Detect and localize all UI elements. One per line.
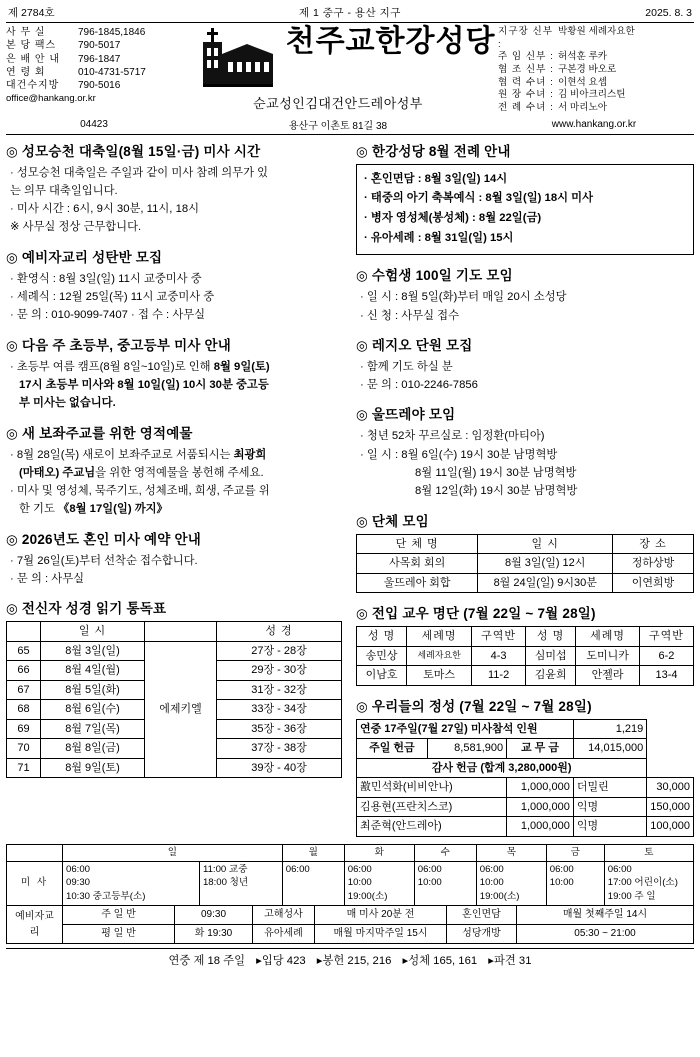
- list-item: · 신 청 : 사무실 접수: [360, 309, 459, 322]
- street-address: 용산구 이촌토 81길 38: [288, 120, 388, 132]
- table-row: [7, 906, 694, 925]
- list-item: [10, 446, 342, 464]
- row-verses: 39장 - 40장: [217, 758, 342, 778]
- row-verses: 31장 - 32장: [217, 680, 342, 700]
- table-header-cell: 월: [282, 844, 344, 861]
- row-number: 69: [7, 719, 41, 739]
- clergy-role: 전 례 수녀 :: [498, 101, 554, 113]
- clergy-block: [498, 26, 694, 115]
- issue-number: 제 2784호: [8, 7, 55, 19]
- catechism-list: [10, 270, 342, 325]
- donor-name-2: 익명: [573, 817, 646, 837]
- time-entry: 19:00(소): [347, 891, 388, 903]
- list-item: · 세례식 : 12월 25일(목) 11시 교중미사 중: [10, 291, 215, 304]
- table-row: [357, 719, 694, 739]
- section-title-wedding-booking: ◎ 2026년도 혼인 미사 예약 안내: [6, 531, 201, 547]
- contact-row: [6, 79, 178, 92]
- mass-schedule-table: [6, 844, 694, 907]
- table-header-cell: 장 소: [613, 534, 694, 554]
- cell: 매 미사 20분 전: [315, 906, 447, 925]
- list-item: · 혼인면담 : 8월 3일(일) 14시: [364, 172, 508, 185]
- table-header-cell: [7, 844, 63, 861]
- wednesday-times: [414, 861, 476, 906]
- row-verses: 37장 - 38장: [217, 739, 342, 759]
- table-header-cell: 성 경: [217, 622, 342, 642]
- cell: 토마스: [407, 666, 472, 686]
- cell: 세례자요한: [407, 646, 472, 666]
- body-columns: [6, 140, 694, 837]
- section-title-youth-mass: ◎ 다음 주 초등부, 중고등부 미사 안내: [6, 337, 232, 353]
- sunday-times: [63, 861, 200, 906]
- contact-row: [6, 26, 178, 39]
- row-date: 8월 7일(목): [41, 719, 145, 739]
- clergy-row: [498, 64, 694, 77]
- row-date: 8월 5일(화): [41, 680, 145, 700]
- catechism-schedule-table: [6, 905, 694, 944]
- group-name: 사목회 회의: [357, 554, 478, 574]
- row-date: 8월 9일(토): [41, 758, 145, 778]
- donor-amount: 1,000,000: [507, 778, 574, 798]
- liturgy-notice-box: [356, 164, 694, 256]
- table-header-cell: 토: [604, 844, 693, 861]
- donor-name: 최준혁(안드레아): [357, 817, 507, 837]
- time-entry: 10:30 중고등부(소): [66, 891, 146, 903]
- text-emphasis: 8월 9일(토): [213, 360, 270, 373]
- row-number: 66: [7, 661, 41, 681]
- contact-value: 790-5017: [78, 40, 121, 52]
- section-title-ultreya: ◎ 울뜨레야 모임: [356, 407, 456, 423]
- text-segment: 을 위한 영적예물을 봉헌해 주세요.: [95, 466, 264, 479]
- text-segment: · 8월 28일(목) 새로이 보좌주교로 서품되시는: [10, 448, 234, 461]
- contact-row: [6, 66, 178, 79]
- cell: 13-4: [639, 666, 693, 686]
- time-entry: 06:00: [549, 863, 574, 875]
- bible-reading-table: [6, 621, 342, 778]
- list-item: ※ 사무실 정상 근무합니다.: [10, 221, 142, 234]
- table-row: [7, 861, 694, 906]
- table-header-cell: 성 명: [357, 627, 407, 647]
- row-number: 70: [7, 739, 41, 759]
- clergy-name: 이현석 요셉: [558, 76, 608, 88]
- church-subtitle: 순교성인김대건안드레아성부: [253, 96, 423, 111]
- contact-value: 796-1847: [78, 53, 121, 65]
- time-entry: 18:00 청년: [202, 877, 249, 889]
- clergy-name: 서 마리노아: [558, 101, 608, 113]
- time-entry: 11:00 교중: [202, 863, 248, 875]
- text-emphasis: (마태오) 주교님: [19, 466, 96, 479]
- section-title-bishop-offering: ◎ 새 보좌주교를 위한 영적예물: [6, 425, 193, 441]
- list-item: · 함께 기도 하실 분: [360, 360, 453, 373]
- time-entry: 17:00 어린이(소): [607, 877, 678, 889]
- table-header-row: [7, 844, 694, 861]
- bishop-offering-list: [10, 446, 342, 519]
- table-header-cell: 일: [63, 844, 283, 861]
- contact-label: 사 무 실: [6, 27, 46, 38]
- thursday-times: [476, 861, 546, 906]
- contact-block: [6, 26, 178, 106]
- group-place: 이연희방: [613, 573, 694, 593]
- footer-entrance-hymn: ▸입당 423: [256, 955, 306, 968]
- attendance-label: 연중 17주일(7월 27일) 미사참석 인원: [357, 719, 574, 739]
- cell: 성당개방: [447, 925, 517, 944]
- address-bar: [6, 116, 694, 135]
- tuesday-times: [344, 861, 414, 906]
- list-item: · 일 시 : 8월 6일(수) 19시 30분 남명혁방: [360, 448, 558, 461]
- dues-label: 교 무 금: [507, 739, 574, 759]
- list-item: · 성모승천 대축일은 주일과 같이 미사 참례 의무가 있: [10, 166, 269, 179]
- row-number: 71: [7, 758, 41, 778]
- table-header-row: [7, 622, 342, 642]
- attendance-value: 1,219: [573, 719, 646, 739]
- table-header-cell: 금: [546, 844, 604, 861]
- table-row: [357, 646, 694, 666]
- clergy-name: 김 비아크리스틴: [558, 89, 626, 101]
- group-datetime: 8월 24일(일) 9시30분: [478, 573, 613, 593]
- sunday-offering-value: 8,581,900: [427, 739, 506, 759]
- cell: 4-3: [472, 646, 526, 666]
- footer-communion-hymn: ▸성체 165, 161: [402, 955, 478, 968]
- time-entry: 10:00: [347, 877, 372, 889]
- row-date: 8월 6일(수): [41, 700, 145, 720]
- text-segment: 8월 11일(월) 19시 30분 남명혁방: [415, 467, 577, 479]
- table-header-cell: 구역반: [639, 627, 693, 647]
- table-header-cell: 수: [414, 844, 476, 861]
- table-header-cell: 세례명: [407, 627, 472, 647]
- footer-hymns: [6, 948, 694, 968]
- table-header-cell: 구역반: [472, 627, 526, 647]
- row-number: 68: [7, 700, 41, 720]
- table-row: [357, 573, 694, 593]
- donor-amount: 1,000,000: [507, 817, 574, 837]
- saturday-times: [604, 861, 693, 906]
- list-item: 부 미사는 없습니다.: [19, 397, 116, 410]
- cell: 05:30 ~ 21:00: [517, 925, 694, 944]
- table-header-cell: 성 명: [526, 627, 576, 647]
- youth-mass-list: [10, 358, 342, 413]
- offerings-table: [356, 719, 694, 837]
- table-header-cell: [145, 622, 217, 642]
- section-title-bible-plan: ◎ 전신자 성경 읽기 통독표: [6, 601, 167, 617]
- table-header-cell: 세례명: [576, 627, 640, 647]
- newcomers-table: [356, 626, 694, 686]
- time-entry: 09:30: [66, 877, 91, 889]
- text-emphasis: 《8월 17일(일) 까지》: [58, 503, 168, 516]
- donor-amount: 1,000,000: [507, 797, 574, 817]
- church-name: 천주교한강성당: [285, 25, 496, 58]
- district-label: 제 1 중구 - 용산 지구: [298, 7, 401, 19]
- ultreya-list: [360, 427, 694, 500]
- clergy-row: [498, 102, 694, 115]
- friday-times: [546, 861, 604, 906]
- table-header-row: [357, 627, 694, 647]
- table-row: [357, 817, 694, 837]
- exam-prayer-list: [360, 288, 694, 325]
- legio-list: [360, 358, 694, 395]
- contact-value: 790-5016: [78, 80, 121, 92]
- group-datetime: 8월 3일(일) 12시: [478, 554, 613, 574]
- cell: 화 19:30: [175, 925, 253, 944]
- table-row: [7, 925, 694, 944]
- cell: 6-2: [639, 646, 693, 666]
- donor-name: 敾민석화(비비안나): [357, 778, 507, 798]
- table-header-cell: [7, 622, 41, 642]
- list-item: · 태중의 아기 축복예식 : 8월 3일(일) 18시 미사: [364, 192, 593, 205]
- cell: 고해성사: [253, 906, 315, 925]
- bible-book-name: 에제키엘: [145, 641, 217, 778]
- table-row: [357, 758, 694, 778]
- email-text: office@hankang.or.kr: [6, 93, 96, 105]
- row-verses: 27장 - 28장: [217, 641, 342, 661]
- bottom-schedule: [6, 844, 694, 969]
- clergy-name: 허석훈 루카: [558, 51, 608, 63]
- group-meeting-table: [356, 534, 694, 594]
- cell: 혼인면담: [447, 906, 517, 925]
- list-item: · 문 의 : 010-9099-7407 · 접 수 : 사무실: [10, 309, 206, 322]
- time-entry: 06:00: [66, 863, 91, 875]
- table-header-cell: 화: [344, 844, 414, 861]
- bible-table-wrap: [6, 621, 342, 778]
- row-date: 8월 8일(금): [41, 739, 145, 759]
- sunday-offering-label: 주일 헌금: [357, 739, 428, 759]
- table-header-row: [357, 534, 694, 554]
- table-row: [357, 666, 694, 686]
- text-segment: · 초등부 여름 캠프(8월 8일~10일)로 인해: [10, 360, 214, 373]
- list-item: · 병자 영성체(봉성체) : 8월 22일(금): [364, 211, 542, 224]
- list-item: · 문 의 : 사무실: [10, 573, 85, 586]
- time-entry: 06:00: [347, 863, 372, 875]
- contact-label: 대건수지방: [6, 80, 60, 92]
- clergy-name: 구본경 바오로: [558, 63, 617, 75]
- clergy-name: 박황원 세례자요한: [558, 26, 635, 37]
- list-item: · 일 시 : 8월 5일(화)부터 매일 20시 소성당: [360, 291, 567, 304]
- time-entry: 06:00: [285, 863, 310, 875]
- clergy-role: 협 조 신부 :: [498, 63, 554, 75]
- footer-offertory-hymn: ▸봉헌 215, 216: [316, 955, 392, 968]
- text-segment: 8월 12일(화) 19시 30분 남명혁방: [415, 485, 578, 498]
- time-entry: 10:00: [479, 877, 504, 889]
- clergy-role: 주 임 신부 :: [498, 51, 554, 63]
- list-item: [360, 482, 694, 500]
- time-entry: 19:00(소): [479, 891, 520, 903]
- list-item: · 유아세례 : 8월 31일(일) 15시: [364, 231, 514, 244]
- liturgy-list: [364, 170, 686, 249]
- monday-times: [282, 861, 344, 906]
- cell: 11-2: [472, 666, 526, 686]
- contact-label: 은 배 안 내: [6, 53, 60, 65]
- church-title-block: [178, 26, 498, 112]
- row-date: 8월 3일(일): [41, 641, 145, 661]
- list-item: [360, 464, 694, 482]
- group-place: 정하상방: [613, 554, 694, 574]
- table-header-cell: 일 시: [41, 622, 145, 642]
- cell: 유아세례: [253, 925, 315, 944]
- assumption-list: [10, 164, 342, 237]
- clergy-row: [498, 26, 694, 51]
- clergy-row: [498, 77, 694, 90]
- table-row: [357, 778, 694, 798]
- donor-amount-2: 100,000: [647, 817, 694, 837]
- list-item: 17시 초등부 미사와 8월 10일(일) 10시 30분 중고등: [19, 378, 269, 391]
- list-item: [10, 464, 342, 482]
- contact-row: [6, 53, 178, 66]
- list-item: 는 의무 대축일입니다.: [10, 184, 118, 197]
- masthead: [6, 23, 694, 116]
- list-item: · 문 의 : 010-2246-7856: [360, 379, 478, 392]
- contact-value: 010-4731-5717: [78, 66, 146, 78]
- section-title-offerings: ◎ 우리들의 정성 (7월 22일 ~ 7월 28일): [356, 698, 592, 714]
- list-item: · 7월 26일(토)부터 선착순 접수합니다.: [10, 554, 198, 567]
- cell: 송민상: [357, 646, 407, 666]
- clergy-row: [498, 51, 694, 64]
- cell: 평 일 반: [63, 925, 175, 944]
- footer-sunday-name: 연중 제 18 주일: [168, 955, 246, 968]
- row-number: 65: [7, 641, 41, 661]
- time-entry: 06:00: [607, 863, 632, 875]
- wedding-booking-list: [10, 552, 342, 589]
- list-item: · 환영식 : 8월 3일(일) 11시 교중미사 중: [10, 272, 202, 285]
- table-header-cell: 단 체 명: [357, 534, 478, 554]
- cell: 09:30: [175, 906, 253, 925]
- table-row: [357, 554, 694, 574]
- row-date: 8월 4일(월): [41, 661, 145, 681]
- header-bar: [6, 4, 694, 23]
- cell: 도미니카: [576, 646, 640, 666]
- table-header-cell: 목: [476, 844, 546, 861]
- section-title-catechism: ◎ 예비자교리 성탄반 모집: [6, 249, 163, 265]
- contact-label: 연 령 회: [6, 66, 46, 78]
- time-entry: 19:00 주 일: [607, 891, 656, 903]
- thanks-offering-header: 감사 헌금 (합계 3,280,000원): [357, 758, 647, 778]
- section-title-newcomers: ◎ 전입 교우 명단 (7월 22일 ~ 7월 28일): [356, 606, 596, 622]
- cell: 매월 마지막주일 15시: [315, 925, 447, 944]
- row-verses: 33장 - 34장: [217, 700, 342, 720]
- time-entry: 06:00: [417, 863, 442, 875]
- mass-row-label: 미 사: [7, 861, 63, 906]
- clergy-role: 협 력 수녀 :: [498, 76, 554, 88]
- sunday-times-2: [199, 861, 282, 906]
- list-item: · 미사 및 영성체, 묵주기도, 성체조배, 희생, 주교를 위: [10, 485, 270, 498]
- contact-row: [6, 39, 178, 52]
- cell: 김윤희: [526, 666, 576, 686]
- row-verses: 35장 - 36장: [217, 719, 342, 739]
- table-row: [7, 641, 342, 661]
- clergy-role: 원 장 수녀 :: [498, 89, 554, 101]
- donor-amount-2: 30,000: [647, 778, 694, 798]
- list-item: [10, 500, 342, 518]
- row-verses: 29장 - 30장: [217, 661, 342, 681]
- list-item: · 청년 52차 꾸르실로 : 임정환(마티아): [360, 430, 545, 443]
- time-entry: 10:00: [417, 877, 442, 889]
- table-row: [357, 797, 694, 817]
- donor-name-2: 더밀린: [573, 778, 646, 798]
- left-column: [6, 140, 350, 837]
- time-entry: 10:00: [549, 877, 574, 889]
- text-segment: 한 기도: [19, 503, 59, 516]
- footer-recessional-hymn: ▸파견 31: [488, 955, 532, 968]
- zip-code: 04423: [80, 118, 108, 130]
- clergy-row: [498, 89, 694, 102]
- cell: 주 일 반: [63, 906, 175, 925]
- donor-name: 김용현(프란치스코): [357, 797, 507, 817]
- contact-value: 796-1845,1846: [78, 27, 146, 38]
- section-title-exam-prayer: ◎ 수험생 100일 기도 모임: [356, 268, 513, 284]
- section-title-group-meetings: ◎ 단체 모임: [356, 513, 429, 529]
- contact-label: 본 당 팩스: [6, 40, 57, 52]
- right-column: [350, 140, 694, 837]
- donor-amount-2: 150,000: [647, 797, 694, 817]
- table-header-cell: 일 시: [478, 534, 613, 554]
- group-name: 울뜨레아 회합: [357, 573, 478, 593]
- church-logo-icon: [181, 26, 277, 91]
- time-entry: 06:00: [479, 863, 504, 875]
- issue-date: 2025. 8. 3: [645, 6, 692, 19]
- catechism-row-label: 예비자교리: [7, 906, 63, 944]
- cell: 심미섭: [526, 646, 576, 666]
- clergy-role: 지구장 신부 :: [498, 26, 554, 50]
- donor-name-2: 익명: [573, 797, 646, 817]
- list-item: · 미사 시간 : 6시, 9시 30분, 11시, 18시: [10, 203, 200, 216]
- cell: 이남호: [357, 666, 407, 686]
- section-title-legio: ◎ 레지오 단원 모집: [356, 337, 473, 353]
- table-row: [357, 739, 694, 759]
- text-emphasis: 최광희: [233, 448, 267, 461]
- section-title-liturgy-notice: ◎ 한강성당 8월 전례 안내: [356, 143, 511, 159]
- website-url[interactable]: www.hankang.or.kr: [551, 118, 637, 130]
- dues-value: 14,015,000: [573, 739, 646, 759]
- section-title-assumption: ◎ 성모승천 대축일(8월 15일·금) 미사 시간: [6, 143, 261, 159]
- row-number: 67: [7, 680, 41, 700]
- cell: 안젤라: [576, 666, 640, 686]
- cell: 매월 첫째주일 14시: [517, 906, 694, 925]
- list-item: [10, 358, 342, 376]
